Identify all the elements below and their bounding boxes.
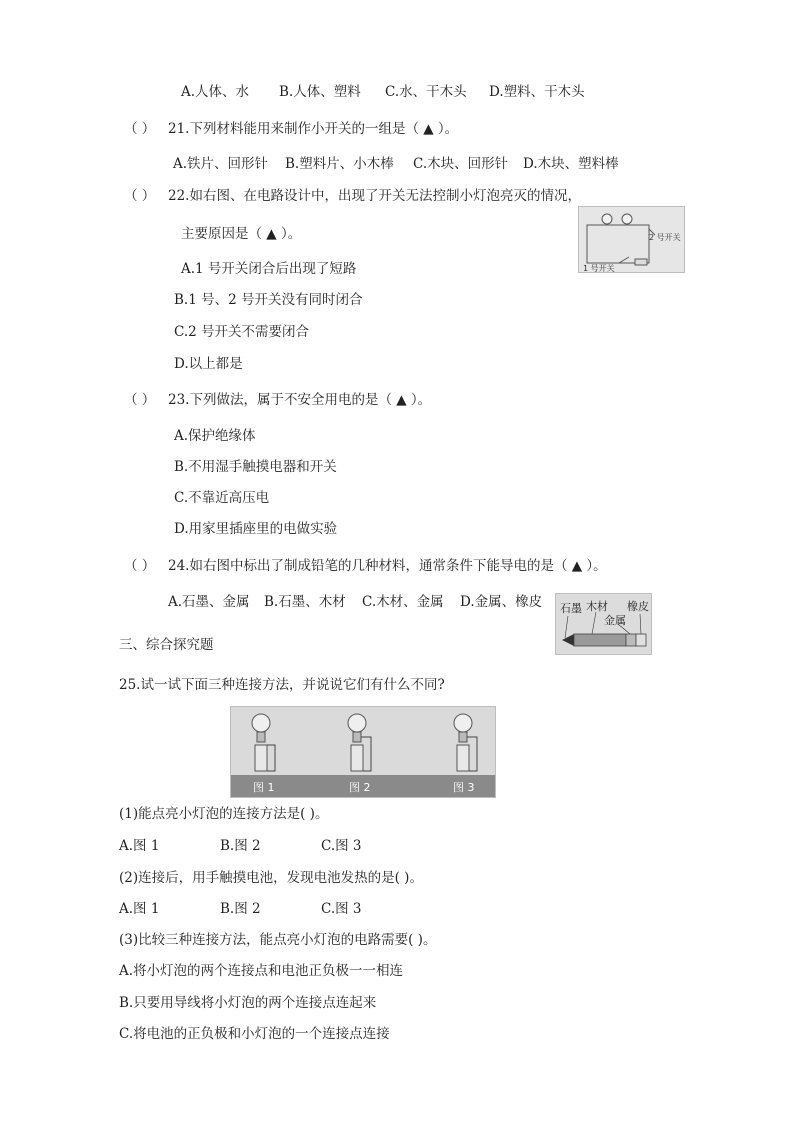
answer-paren: （ ） — [124, 188, 156, 204]
answer-paren: （ ） — [124, 121, 156, 137]
switch1-label: 1 号开关 — [583, 264, 615, 273]
caption-2: 图 2 — [349, 781, 371, 794]
q24-pencil-figure — [555, 593, 652, 655]
pencil-diagram — [556, 594, 652, 655]
q22-circuit-figure — [578, 206, 685, 273]
q22-option-b: B.1 号、2 号开关没有同时闭合 — [174, 292, 363, 308]
q25-sub1-options — [119, 837, 362, 855]
q25-sub2-stem: (2)连接后，用手触摸电池，发现电池发热的是( )。 — [119, 870, 423, 886]
q24-option-c: C.木材、金属 — [362, 594, 444, 610]
q25-sub2-options — [119, 900, 362, 918]
q21-option-a: A.铁片、回形针 — [173, 156, 269, 172]
q25-stem: 25.试一试下面三种连接方法，并说说它们有什么不同? — [119, 677, 445, 693]
q24-option-d: D.金属、橡皮 — [460, 594, 543, 610]
q25-sub2-option-b: B.图 2 — [220, 901, 261, 917]
section-title: 三、综合探究题 — [119, 637, 214, 653]
q22-option-d: D.以上都是 — [174, 356, 243, 372]
q20-options — [181, 83, 585, 101]
bulb-icon — [622, 214, 632, 224]
answer-paren: （ ） — [124, 558, 156, 574]
q25-sub1-option-a: A.图 1 — [119, 838, 160, 854]
q21-options — [173, 155, 619, 173]
q21-option-c: C.木块、回形针 — [413, 156, 509, 172]
q22-stem — [124, 187, 581, 205]
q24-text: 24.如右图中标出了制成铅笔的几种材料，通常条件下能导电的是（ ▲ ）。 — [168, 558, 607, 574]
q23-option-d: D.用家里插座里的电做实验 — [174, 521, 338, 537]
q24-option-a: A.石墨、金属 — [168, 594, 250, 610]
q22-option-a: A.1 号开关闭合后出现了短路 — [181, 261, 357, 277]
q23-stem — [124, 391, 431, 409]
q21-stem — [124, 120, 458, 138]
connection-1 — [252, 714, 275, 771]
q23-option-c: C.不靠近高压电 — [174, 490, 270, 506]
bulb-icon — [252, 714, 270, 732]
q22-option-c: C.2 号开关不需要闭合 — [174, 324, 310, 340]
q20-option-a: A.人体、水 — [181, 84, 250, 100]
q25-sub1-option-c: C.图 3 — [321, 838, 362, 854]
q21-option-d: D.木块、塑料棒 — [523, 156, 619, 172]
answer-paren: （ ） — [124, 392, 156, 408]
wood-label: 木材 — [586, 600, 608, 613]
q25-sub1-option-b: B.图 2 — [220, 838, 261, 854]
q20-option-b: B.人体、塑料 — [279, 84, 361, 100]
q25-sub1-stem: (1)能点亮小灯泡的连接方法是( )。 — [119, 806, 329, 822]
q22-stem2: 主要原因是（ ▲ ）。 — [181, 226, 302, 242]
bulb-icon — [602, 214, 612, 224]
q25-sub3-option-c: C.将电池的正负极和小灯泡的一个连接点连接 — [119, 1026, 390, 1042]
q25-connection-figure — [230, 706, 496, 798]
switch2-label: 2 号开关 — [649, 233, 681, 242]
q20-option-d: D.塑料、干木头 — [489, 84, 585, 100]
q21-option-b: B.塑料片、小木棒 — [285, 156, 394, 172]
bulb-icon — [454, 714, 472, 732]
graphite-label: 石墨 — [560, 602, 582, 615]
q25-sub2-option-a: A.图 1 — [119, 901, 160, 917]
metal-label: 金属 — [604, 614, 626, 627]
bulb-icon — [348, 714, 366, 732]
connection-2 — [348, 714, 371, 771]
q25-sub3-stem: (3)比较三种连接方法，能点亮小灯泡的电路需要( )。 — [119, 932, 437, 948]
q23-text: 23.下列做法，属于不安全用电的是（ ▲ ）。 — [168, 392, 432, 408]
q25-sub3-option-b: B.只要用导线将小灯泡的两个连接点连起来 — [119, 995, 377, 1011]
q22-text: 22.如右图、在电路设计中，出现了开关无法控制小灯泡亮灭的情况， — [168, 188, 581, 204]
q23-option-b: B.不用湿手触摸电器和开关 — [174, 459, 337, 475]
q23-option-a: A.保护绝缘体 — [174, 428, 256, 444]
q20-option-c: C.水、干木头 — [385, 84, 467, 100]
caption-1: 图 1 — [253, 781, 275, 794]
q24-option-b: B.石墨、木材 — [264, 594, 346, 610]
eraser-label: 橡皮 — [627, 600, 649, 613]
q21-text: 21.下列材料能用来制作小开关的一组是（ ▲ ）。 — [168, 121, 459, 137]
circuit-diagram — [579, 207, 685, 273]
three-connections-diagram — [231, 707, 496, 798]
q24-options — [168, 593, 542, 611]
q24-stem — [124, 557, 607, 575]
caption-3: 图 3 — [453, 781, 475, 794]
connection-3 — [454, 714, 477, 771]
q25-sub3-option-a: A.将小灯泡的两个连接点和电池正负极一一相连 — [119, 963, 404, 979]
q25-sub2-option-c: C.图 3 — [321, 901, 362, 917]
